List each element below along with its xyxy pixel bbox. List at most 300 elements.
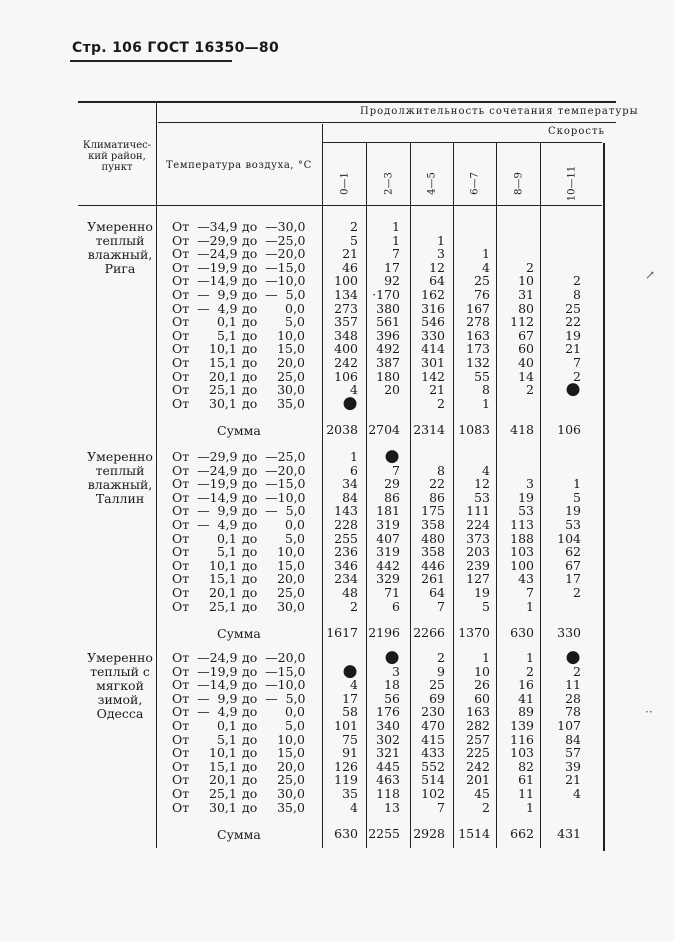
table-cell: 163 bbox=[466, 704, 490, 720]
temp-range-to: до —10,0 bbox=[242, 273, 306, 289]
table-cell: 514 bbox=[421, 772, 445, 788]
sum-cell: 431 bbox=[557, 826, 581, 842]
table-cell: 107 bbox=[557, 718, 581, 733]
table-cell: 480 bbox=[421, 530, 445, 546]
region-label bbox=[80, 450, 160, 506]
table-cell: 492 bbox=[376, 341, 400, 357]
table-cell: 2 bbox=[526, 382, 534, 398]
table-cell: 4 bbox=[482, 462, 490, 478]
table-cell: 21 bbox=[565, 772, 581, 788]
temp-range-from: От 30,1 bbox=[172, 799, 237, 815]
table-cell: 346 bbox=[334, 557, 358, 573]
table-cell: 55 bbox=[474, 368, 490, 384]
temp-range-to: до 5,0 bbox=[242, 718, 305, 733]
temp-range-to: до 15,0 bbox=[242, 745, 305, 761]
table-cell: 142 bbox=[421, 368, 445, 384]
temp-range-to: до —25,0 bbox=[242, 232, 306, 248]
table-cell: 134 bbox=[334, 287, 358, 302]
temp-range-from: От — 9,9 bbox=[172, 690, 238, 706]
table-cell: 319 bbox=[376, 544, 400, 560]
table-cell: 1 bbox=[482, 650, 490, 665]
filled-dot-icon: ● bbox=[342, 392, 358, 413]
temp-range-to: до —30,0 bbox=[242, 219, 306, 234]
table-cell: 10 bbox=[518, 273, 534, 289]
temp-range-to: до 20,0 bbox=[242, 355, 305, 370]
temp-range-to: до 15,0 bbox=[242, 557, 305, 573]
table-cell: 236 bbox=[334, 544, 358, 560]
temp-range-from: От —14,9 bbox=[172, 489, 238, 505]
table-cell: 22 bbox=[429, 476, 445, 492]
table-cell: 162 bbox=[421, 287, 445, 302]
table-top-rule bbox=[78, 101, 616, 103]
table-cell: 111 bbox=[466, 503, 490, 519]
title-underline bbox=[70, 60, 232, 62]
sum-cell: 2928 bbox=[413, 826, 445, 842]
temp-range-from: От 20,1 bbox=[172, 585, 237, 600]
table-cell: 357 bbox=[334, 314, 358, 330]
table-cell: 21 bbox=[565, 341, 581, 357]
table-cell: 7 bbox=[392, 246, 400, 262]
table-cell: 3 bbox=[437, 246, 445, 262]
table-cell: 17 bbox=[384, 259, 400, 275]
speed-rule bbox=[322, 142, 602, 143]
table-cell: 445 bbox=[376, 758, 400, 774]
sum-cell: 1083 bbox=[458, 422, 490, 438]
speed-col-8-9: 8—9 bbox=[513, 172, 525, 195]
table-cell: 561 bbox=[376, 314, 400, 330]
table-cell: 67 bbox=[518, 327, 534, 343]
table-cell: 407 bbox=[376, 530, 400, 546]
temp-range-from: От 25,1 bbox=[172, 382, 237, 398]
temp-range-from: От — 9,9 bbox=[172, 287, 238, 302]
region-label-line: Таллин bbox=[95, 491, 145, 506]
table-cell: 1 bbox=[437, 232, 445, 248]
table-cell: 71 bbox=[384, 585, 400, 600]
table-cell: 25 bbox=[565, 300, 581, 316]
table-cell: 316 bbox=[421, 300, 445, 316]
table-cell: 5 bbox=[482, 598, 490, 614]
table-cell: 552 bbox=[421, 758, 445, 774]
sum-cell: 1617 bbox=[326, 625, 358, 641]
temp-range-from: От —19,9 bbox=[172, 476, 238, 492]
sum-label: Сумма bbox=[217, 423, 261, 439]
temp-range-to: до 5,0 bbox=[242, 530, 305, 546]
table-cell: 84 bbox=[342, 489, 358, 505]
temp-range-from: От —19,9 bbox=[172, 663, 238, 679]
table-cell: 31 bbox=[518, 287, 534, 302]
sum-cell: 1514 bbox=[458, 826, 490, 842]
table-cell: 18 bbox=[384, 677, 400, 693]
table-cell: 67 bbox=[565, 557, 581, 573]
temp-range-from: От —29,9 bbox=[172, 449, 238, 464]
filled-dot-icon: ● bbox=[384, 647, 400, 667]
table-cell: 2 bbox=[350, 219, 358, 234]
table-cell: 358 bbox=[421, 517, 445, 532]
table-cell: 62 bbox=[565, 544, 581, 560]
temp-range-from: От —24,9 bbox=[172, 650, 238, 665]
temp-range-from: От —24,9 bbox=[172, 246, 238, 262]
table-cell: 329 bbox=[376, 571, 400, 587]
region-label-line: Умеренно bbox=[87, 449, 153, 464]
temp-range-to: до 25,0 bbox=[242, 772, 305, 788]
table-cell: 175 bbox=[421, 503, 445, 519]
temp-range-to: до —20,0 bbox=[242, 462, 306, 478]
table-cell: 48 bbox=[342, 585, 358, 600]
table-cell: 242 bbox=[334, 355, 358, 370]
table-cell: 255 bbox=[334, 530, 358, 546]
table-cell: 86 bbox=[384, 489, 400, 505]
table-cell: 8 bbox=[573, 287, 581, 302]
temp-range-from: От 15,1 bbox=[172, 355, 237, 370]
region-label-line: влажный, bbox=[87, 477, 153, 492]
table-cell: 61 bbox=[518, 772, 534, 788]
temp-range-to: до 15,0 bbox=[242, 341, 305, 357]
table-cell: 2 bbox=[573, 663, 581, 679]
table-cell: 167 bbox=[466, 300, 490, 316]
table-cell: 2 bbox=[482, 799, 490, 815]
table-cell: 25 bbox=[429, 677, 445, 693]
table-cell: 106 bbox=[334, 368, 358, 384]
temp-range-from: От — 4,9 bbox=[172, 300, 238, 316]
table-cell: 358 bbox=[421, 544, 445, 560]
temp-range-to: до —20,0 bbox=[242, 650, 306, 665]
table-cell: 53 bbox=[474, 489, 490, 505]
table-cell: 203 bbox=[466, 544, 490, 560]
table-cell: 80 bbox=[518, 300, 534, 316]
header-climate-line: кий район, bbox=[88, 151, 146, 162]
table-cell: 4 bbox=[482, 259, 490, 275]
table-cell: 60 bbox=[474, 690, 490, 706]
temp-range-to: до 35,0 bbox=[242, 395, 305, 411]
table-cell: 7 bbox=[437, 598, 445, 614]
table-cell: 2 bbox=[526, 663, 534, 679]
table-cell: 86 bbox=[429, 489, 445, 505]
temp-range-from: От 10,1 bbox=[172, 557, 237, 573]
temp-range-from: От 5,1 bbox=[172, 731, 237, 747]
table-cell: 3 bbox=[392, 663, 400, 679]
temp-range-to: до 10,0 bbox=[242, 731, 305, 747]
filled-dot-icon: ● bbox=[565, 647, 581, 667]
header-duration: Продолжительность сочетания температуры bbox=[360, 106, 639, 117]
temp-range-to: до 30,0 bbox=[242, 786, 305, 801]
table-cell: 176 bbox=[376, 704, 400, 720]
speed-col-10-11: 10—11 bbox=[566, 165, 578, 202]
table-cell: 173 bbox=[466, 341, 490, 357]
table-cell: 1 bbox=[526, 598, 534, 614]
scan-mark-icon: ↗ bbox=[645, 268, 656, 282]
table-cell: 380 bbox=[376, 300, 400, 316]
table-cell: 13 bbox=[384, 799, 400, 815]
table-cell: 1 bbox=[392, 232, 400, 248]
table-cell: 19 bbox=[565, 327, 581, 343]
sum-cell: 106 bbox=[557, 422, 581, 438]
temp-range-to: до —15,0 bbox=[242, 259, 306, 275]
temp-range-to: до 0,0 bbox=[242, 300, 305, 316]
region-label-line: влажный, bbox=[87, 247, 153, 262]
table-cell: 387 bbox=[376, 355, 400, 370]
table-cell: 181 bbox=[376, 503, 400, 519]
temp-range-to: до — 5,0 bbox=[242, 690, 306, 706]
region-label bbox=[80, 220, 160, 276]
table-cell: 1 bbox=[482, 246, 490, 262]
table-cell: 19 bbox=[518, 489, 534, 505]
table-cell: 1 bbox=[482, 395, 490, 411]
temp-range-from: От 20,1 bbox=[172, 772, 237, 788]
temp-range-from: От 30,1 bbox=[172, 395, 237, 411]
header-climate-region bbox=[78, 140, 156, 173]
table-cell: 261 bbox=[421, 571, 445, 587]
table-cell: 14 bbox=[518, 368, 534, 384]
table-cell: 100 bbox=[334, 273, 358, 289]
temp-range-from: От 10,1 bbox=[172, 341, 237, 357]
table-cell: 39 bbox=[565, 758, 581, 774]
temp-range-to: до 0,0 bbox=[242, 517, 305, 532]
table-cell: 113 bbox=[510, 517, 534, 532]
region-label-line: Умеренно bbox=[87, 219, 153, 234]
table-cell: 415 bbox=[421, 731, 445, 747]
table-cell: 12 bbox=[474, 476, 490, 492]
table-cell: 463 bbox=[376, 772, 400, 788]
table-cell: 19 bbox=[565, 503, 581, 519]
temp-range-from: От 20,1 bbox=[172, 368, 237, 384]
table-cell: 29 bbox=[384, 476, 400, 492]
temp-range-to: до 35,0 bbox=[242, 799, 305, 815]
temp-range-to: до —20,0 bbox=[242, 246, 306, 262]
table-cell: 2 bbox=[437, 650, 445, 665]
duration-rule bbox=[158, 122, 616, 123]
table-cell: 414 bbox=[421, 341, 445, 357]
table-cell: 40 bbox=[518, 355, 534, 370]
table-cell: 5 bbox=[573, 489, 581, 505]
temp-range-to: до 0,0 bbox=[242, 704, 305, 720]
table-cell: 100 bbox=[510, 557, 534, 573]
sum-cell: 662 bbox=[510, 826, 534, 842]
table-cell: 91 bbox=[342, 745, 358, 761]
region-label-line: теплый с bbox=[90, 664, 150, 679]
table-cell: 64 bbox=[429, 273, 445, 289]
table-cell: 7 bbox=[573, 355, 581, 370]
sum-cell: 418 bbox=[510, 422, 534, 438]
temp-range-to: до 25,0 bbox=[242, 585, 305, 600]
table-cell: 143 bbox=[334, 503, 358, 519]
temp-range-from: От —14,9 bbox=[172, 677, 238, 693]
table-cell: 78 bbox=[565, 704, 581, 720]
table-cell: 103 bbox=[510, 745, 534, 761]
sum-cell: 630 bbox=[334, 826, 358, 842]
header-air-temp: Температура воздуха, °С bbox=[166, 160, 312, 171]
temp-range-from: От —24,9 bbox=[172, 462, 238, 478]
speed-col-2-3: 2—3 bbox=[383, 172, 395, 195]
table-cell: 163 bbox=[466, 327, 490, 343]
temp-range-to: до —25,0 bbox=[242, 449, 306, 464]
table-cell: 302 bbox=[376, 731, 400, 747]
table-cell: 301 bbox=[421, 355, 445, 370]
temp-range-from: От 5,1 bbox=[172, 544, 237, 560]
table-cell: 45 bbox=[474, 786, 490, 801]
table-cell: 75 bbox=[342, 731, 358, 747]
table-cell: 64 bbox=[429, 585, 445, 600]
temp-range-from: От — 4,9 bbox=[172, 517, 238, 532]
table-cell: 282 bbox=[466, 718, 490, 733]
table-cell: 19 bbox=[474, 585, 490, 600]
table-cell: 46 bbox=[342, 259, 358, 275]
temp-range-to: до 5,0 bbox=[242, 314, 305, 330]
table-cell: 546 bbox=[421, 314, 445, 330]
sum-cell: 2255 bbox=[368, 826, 400, 842]
table-cell: 234 bbox=[334, 571, 358, 587]
table-cell: 396 bbox=[376, 327, 400, 343]
table-cell: 400 bbox=[334, 341, 358, 357]
speed-col-4-5: 4—5 bbox=[426, 172, 438, 195]
temp-range-from: От — 9,9 bbox=[172, 503, 238, 519]
filled-dot-icon: ● bbox=[342, 660, 358, 681]
table-cell: 41 bbox=[518, 690, 534, 706]
region-label-line: мягкой bbox=[96, 678, 144, 693]
sum-cell: 330 bbox=[557, 625, 581, 641]
temp-range-from: От 25,1 bbox=[172, 786, 237, 801]
table-cell: 230 bbox=[421, 704, 445, 720]
table-cell: 8 bbox=[437, 462, 445, 478]
temp-range-from: От —29,9 bbox=[172, 232, 238, 248]
temp-range-from: От —14,9 bbox=[172, 273, 238, 289]
temp-range-to: до 20,0 bbox=[242, 758, 305, 774]
table-cell: 17 bbox=[565, 571, 581, 587]
table-cell: 201 bbox=[466, 772, 490, 788]
table-cell: 273 bbox=[334, 300, 358, 316]
col-divider-right bbox=[603, 143, 605, 851]
sum-cell: 1370 bbox=[458, 625, 490, 641]
table-cell: 2 bbox=[573, 368, 581, 384]
sum-cell: 2314 bbox=[413, 422, 445, 438]
temp-range-from: От 15,1 bbox=[172, 758, 237, 774]
table-cell: 7 bbox=[437, 799, 445, 815]
table-cell: 4 bbox=[350, 382, 358, 398]
table-cell: 20 bbox=[384, 382, 400, 398]
region-label-line: Одесса bbox=[96, 706, 144, 721]
table-cell: 1 bbox=[350, 449, 358, 464]
speed-col-0-1: 0—1 bbox=[339, 172, 351, 195]
temp-range-to: до —15,0 bbox=[242, 476, 306, 492]
table-cell: 433 bbox=[421, 745, 445, 761]
table-cell: 102 bbox=[421, 786, 445, 801]
table-cell: 17 bbox=[342, 690, 358, 706]
filled-dot-icon: ● bbox=[384, 446, 400, 466]
table-cell: 348 bbox=[334, 327, 358, 343]
table-cell: 139 bbox=[510, 718, 534, 733]
table-cell: 10 bbox=[474, 663, 490, 679]
table-cell: 8 bbox=[482, 382, 490, 398]
header-speed: Скорость bbox=[548, 126, 605, 137]
table-cell: 101 bbox=[334, 718, 358, 733]
temp-range-to: до 10,0 bbox=[242, 327, 305, 343]
table-cell: 9 bbox=[437, 663, 445, 679]
sum-label: Сумма bbox=[217, 827, 261, 843]
table-cell: 119 bbox=[334, 772, 358, 788]
sum-cell: 2266 bbox=[413, 625, 445, 641]
temp-range-from: От 15,1 bbox=[172, 571, 237, 587]
sum-cell: 2038 bbox=[326, 422, 358, 438]
table-cell: 180 bbox=[376, 368, 400, 384]
table-cell: 6 bbox=[350, 462, 358, 478]
table-cell: 278 bbox=[466, 314, 490, 330]
table-cell: 11 bbox=[518, 786, 534, 801]
table-cell: 7 bbox=[526, 585, 534, 600]
table-cell: 7 bbox=[392, 462, 400, 478]
table-cell: 43 bbox=[518, 571, 534, 587]
table-cell: 1 bbox=[526, 799, 534, 815]
table-cell: 2 bbox=[573, 273, 581, 289]
table-cell: 1 bbox=[573, 476, 581, 492]
sum-label: Сумма bbox=[217, 626, 261, 642]
table-cell: 321 bbox=[376, 745, 400, 761]
region-label-line: теплый bbox=[95, 463, 145, 478]
temp-range-to: до —10,0 bbox=[242, 677, 306, 693]
table-cell: 242 bbox=[466, 758, 490, 774]
temp-range-from: От 5,1 bbox=[172, 327, 237, 343]
table-cell: 2 bbox=[573, 585, 581, 600]
table-cell: 4 bbox=[350, 677, 358, 693]
table-cell: 53 bbox=[565, 517, 581, 532]
sum-cell: 2704 bbox=[368, 422, 400, 438]
table-cell: 76 bbox=[474, 287, 490, 302]
temp-range-to: до 30,0 bbox=[242, 598, 305, 614]
table-cell: ·170 bbox=[372, 287, 400, 302]
table-cell: 60 bbox=[518, 341, 534, 357]
table-cell: 89 bbox=[518, 704, 534, 720]
table-cell: 126 bbox=[334, 758, 358, 774]
table-cell: 470 bbox=[421, 718, 445, 733]
table-cell: 330 bbox=[421, 327, 445, 343]
table-cell: 112 bbox=[510, 314, 534, 330]
temp-range-from: От 0,1 bbox=[172, 718, 237, 733]
table-cell: 58 bbox=[342, 704, 358, 720]
table-cell: 57 bbox=[565, 745, 581, 761]
temp-range-from: От —19,9 bbox=[172, 259, 238, 275]
temp-range-to: до 10,0 bbox=[242, 544, 305, 560]
table-cell: 442 bbox=[376, 557, 400, 573]
table-cell: 21 bbox=[342, 246, 358, 262]
table-cell: 319 bbox=[376, 517, 400, 532]
table-cell: 34 bbox=[342, 476, 358, 492]
temp-range-to: до 30,0 bbox=[242, 382, 305, 398]
speed-col-6-7: 6—7 bbox=[469, 172, 481, 195]
table-cell: 188 bbox=[510, 530, 534, 546]
sum-cell: 2196 bbox=[368, 625, 400, 641]
table-cell: 25 bbox=[474, 273, 490, 289]
scan-mark-icon: ·· bbox=[645, 705, 653, 719]
table-cell: 239 bbox=[466, 557, 490, 573]
table-cell: 132 bbox=[466, 355, 490, 370]
table-cell: 56 bbox=[384, 690, 400, 706]
page-title: Стр. 106 ГОСТ 16350—80 bbox=[72, 40, 280, 56]
table-cell: 26 bbox=[474, 677, 490, 693]
header-climate-line: пункт bbox=[101, 162, 133, 173]
region-label-line: Рига bbox=[104, 261, 136, 276]
table-cell: 21 bbox=[429, 382, 445, 398]
region-label-line: теплый bbox=[95, 233, 145, 248]
temp-range-from: От 0,1 bbox=[172, 530, 237, 546]
table-cell: 2 bbox=[526, 259, 534, 275]
table-cell: 84 bbox=[565, 731, 581, 747]
filled-dot-icon: ● bbox=[565, 379, 581, 400]
table-cell: 82 bbox=[518, 758, 534, 774]
table-cell: 2 bbox=[437, 395, 445, 411]
temp-range-from: От — 4,9 bbox=[172, 704, 238, 720]
region-label bbox=[80, 651, 160, 721]
temp-range-to: до —15,0 bbox=[242, 663, 306, 679]
table-cell: 4 bbox=[573, 786, 581, 801]
temp-range-to: до —10,0 bbox=[242, 489, 306, 505]
